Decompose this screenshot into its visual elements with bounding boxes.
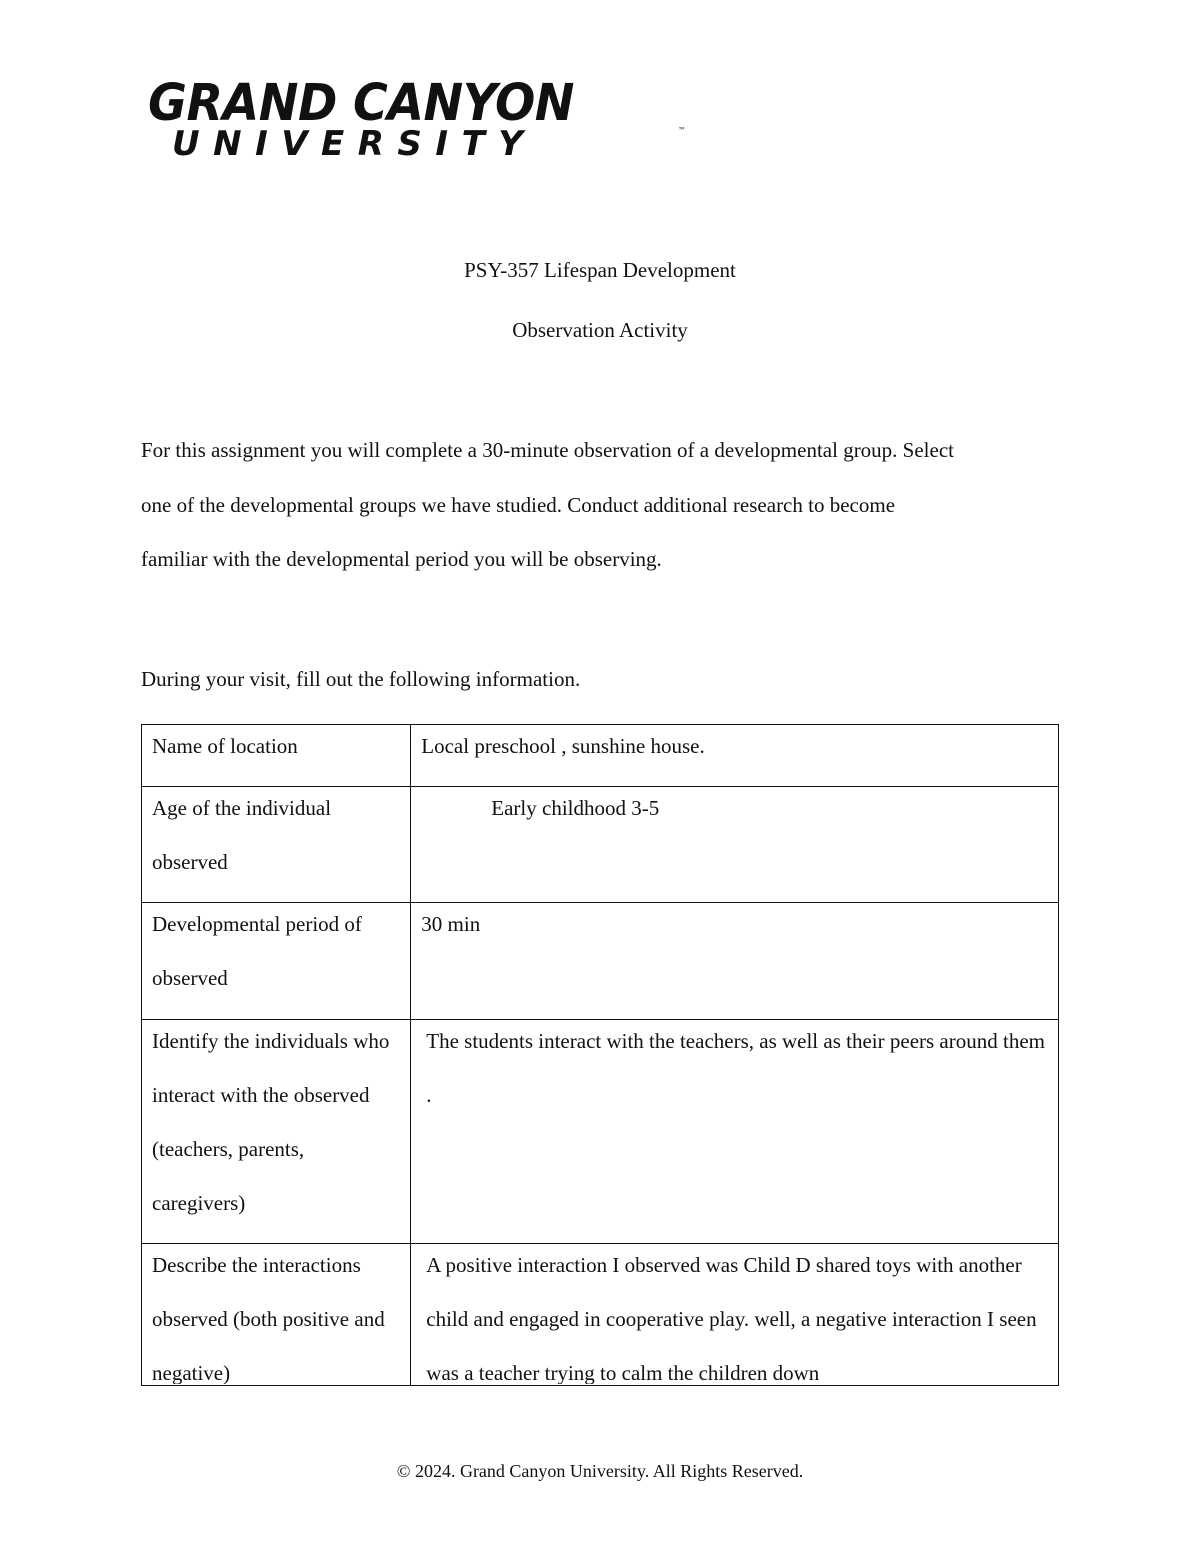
row-value: A positive interaction I observed was Child D shared toys with another child and engaged in cooperative play. well, a negative interaction I seen was a teacher trying to calm the children down <box>411 1244 1059 1386</box>
row-value: Early childhood 3-5 <box>411 787 1059 903</box>
row-label: Age of the individual observed <box>142 787 411 903</box>
row-value: Local preschool , sunshine house. <box>411 725 1059 787</box>
logo-line-2: UNIVERSITY <box>172 124 537 164</box>
row-value: 30 min <box>411 903 1059 1020</box>
intro-paragraph <box>141 423 1071 587</box>
row-label: Developmental period of observed <box>142 903 411 1020</box>
row-value: The students interact with the teachers, as well as their peers around them . <box>411 1020 1059 1244</box>
logo-line-1: GRAND CANYON <box>148 74 575 133</box>
row-label: Identify the individuals who interact with the observed (teachers, parents, caregivers) <box>142 1020 411 1244</box>
table-row <box>142 1020 1059 1244</box>
copyright-footer: © 2024. Grand Canyon University. All Rights Reserved. <box>396 1461 804 1481</box>
table-row <box>142 725 1059 787</box>
intro-line: familiar with the developmental period you will be observing. <box>141 547 662 571</box>
table-row <box>142 1244 1059 1386</box>
observation-table <box>141 724 1059 1386</box>
instruction-text: During your visit, fill out the following information. <box>141 667 581 691</box>
table-row <box>142 787 1059 903</box>
intro-line: For this assignment you will complete a 30-minute observation of a developmental group. Select <box>141 438 954 462</box>
row-label: Describe the interactions observed (both positive and negative) <box>142 1244 411 1386</box>
activity-title: Observation Activity <box>512 318 688 342</box>
university-logo <box>148 74 686 164</box>
row-label: Name of location <box>142 725 411 787</box>
logo-trademark: ™ <box>678 126 686 135</box>
course-title: PSY-357 Lifespan Development <box>464 258 736 282</box>
intro-line: one of the developmental groups we have studied. Conduct additional research to become <box>141 492 896 517</box>
table-row <box>142 903 1059 1020</box>
